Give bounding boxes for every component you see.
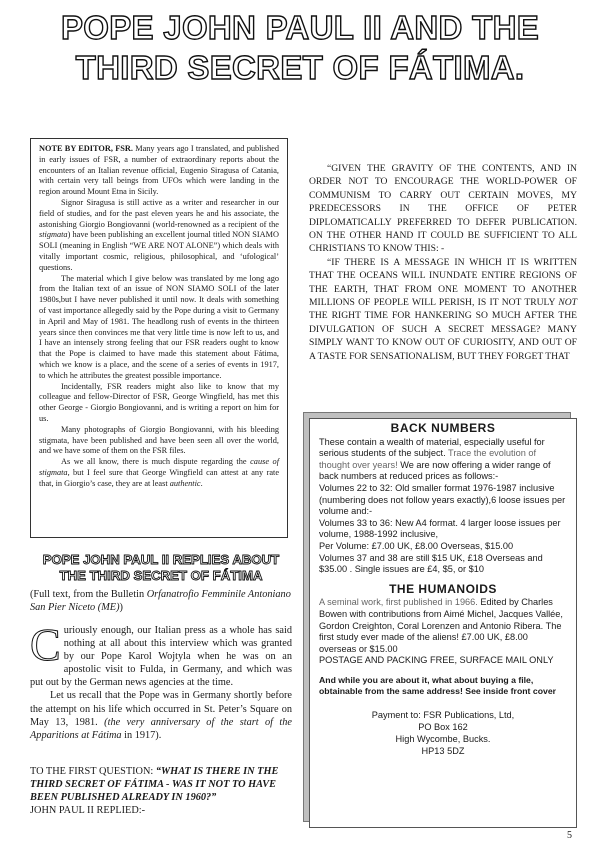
body-paragraph xyxy=(30,619,292,689)
source-italic: Orfanatrofio Femminile Antoniano San Pier Niceto (ME) xyxy=(30,589,291,613)
body-paragraph xyxy=(30,689,292,741)
source-close: ) xyxy=(119,602,123,613)
payment-address xyxy=(319,709,567,757)
back-numbers-line: Volumes 37 and 38 are still $15 UK, £18 Overseas and $35.00 . Single issues are £4, $5, or $10 xyxy=(319,552,543,575)
question-bold: “WHAT IS THERE IN THE THIRD SECRET OF FÁTIMA - WAS IT NOT TO HAVE BEEN PUBLISHED ALREADY IN 1960?” xyxy=(30,766,279,803)
back-numbers-line: Per Volume: £7.00 UK, £8.00 Overseas, $15.00 xyxy=(319,540,514,551)
editor-note-text: , but I feel sure that George Wingfield can attest at any rate that, in Giorgio’s case, they are at least xyxy=(39,467,279,488)
quote-paragraph xyxy=(309,256,577,363)
humanoids-description xyxy=(319,597,567,655)
editor-note-text: Many years ago I translated, and published in early issues of FSR, a number of extraordinary reports about the encounters of an Italian revenue official, Eugenio Siragusa of Catania, with certain very tall beings from UFOs which were landing in the region around Mount Etna in Sicily. xyxy=(39,144,279,197)
editor-note-paragraph: The material which I give below was translated by me long ago from the Italian text of an issue of NON SIAMO SOLI of the later 1980s,but I have never published it until now. It deals with something of vast importance allegedly said by the Pope during a visit to Germany in April and May of 1981. The headlong rush of events in the thirteen years since then convinces me that very little time is now left to us, and I have an intensely strong feeling that our FSR readers ought to know that the Pope is claimed to have made this statement about Fátima, which we know is a place, and the scene of a series of events in 1917, to which he attributes the greatest possible importance. xyxy=(39,273,279,380)
address-line: Payment to: FSR Publications, Ltd, xyxy=(371,709,515,720)
back-numbers-box xyxy=(309,418,577,828)
editor-note-lead: NOTE BY EDITOR, FSR. xyxy=(39,144,133,153)
subheading-line-1: POPE JOHN PAUL II REPLIES ABOUT xyxy=(42,552,280,567)
intro-text: These contain a wealth of material, especially useful for serious students of the subject. xyxy=(319,436,545,459)
intro-text: We are now offering a wider range of back numbers at reduced prices as follows:- xyxy=(319,459,551,482)
humanoids-muted: A seminal work, first published in 1966. xyxy=(319,597,478,608)
editor-note-italic: cause of stigmata xyxy=(39,457,280,477)
body-text: in 1917). xyxy=(121,729,162,741)
editor-note-italic: authentic xyxy=(169,478,201,488)
editor-note-paragraph xyxy=(39,457,279,489)
page-number: 5 xyxy=(567,830,572,841)
quote-text: THE RIGHT TIME FOR HANKERING SO MUCH AFTER THE DIVULGATION OF SUCH A SECRET MESSAGE? MANY SIMPLY WANT TO KNOW OUT OF CURIOSITY, AND OUT OF A TASTE FOR SENSATIONALISM, BUT THEY FORGET THAT xyxy=(309,310,577,362)
address-line: HP13 5DZ xyxy=(421,745,465,756)
editor-note-italic: stigmata xyxy=(39,230,68,240)
address-line: PO Box 162 xyxy=(418,721,468,732)
file-offer: And while you are about it, what about buying a file, obtainable from the same address! See inside front cover xyxy=(319,674,557,696)
back-numbers-line: Volumes 22 to 32: Old smaller format 1976-1987 inclusive (numbering does not follow years exactly),6 loose issues per volume and:- xyxy=(319,482,566,517)
humanoids-text: Edited by Charles Bowen with contributions from Aimé Michel, Jacques Vallée, Gordon Creighton, Coral Lorenzen and Antonio Ribera. The first study ever made of the aliens! £7.00 UK, £8.00 overseas or $15.00 xyxy=(319,597,563,654)
back-numbers-intro xyxy=(319,437,567,483)
title-line-1: POPE JOHN PAUL II AND THE xyxy=(60,9,540,46)
postage-note: POSTAGE AND PACKING FREE, SURFACE MAIL ONLY xyxy=(319,655,554,666)
back-numbers-line: Volumes 33 to 36: New A4 format. 4 larger loose issues per volume, 1988-1992 inclusive, xyxy=(319,517,561,540)
first-question xyxy=(30,765,292,817)
subheading-line-2: THE THIRD SECRET OF FÁTIMA xyxy=(59,568,263,583)
quote-column xyxy=(309,162,577,363)
source-text: (Full text, from the Bulletin xyxy=(30,589,147,600)
editor-note-paragraph xyxy=(39,198,279,274)
body-italic: (the very anniversary of the start of the Apparitions at Fátima xyxy=(30,716,293,741)
address-line: High Wycombe, Bucks. xyxy=(395,733,491,744)
editor-note-paragraph xyxy=(39,144,279,198)
back-numbers-heading: BACK NUMBERS xyxy=(390,421,496,435)
source-line xyxy=(30,588,292,614)
editor-note-box xyxy=(30,138,288,538)
article-body xyxy=(30,619,293,742)
title-line-2: THIRD SECRET OF FÁTIMA. xyxy=(75,49,525,86)
editor-note-text: As we all know, there is much dispute regarding the xyxy=(61,457,251,467)
body-text: uriously enough, our Italian press as a whole has said nothing at all about this interview which was granted by our Pope Karol Wojtyla when he was on an apostolic visit to Fulda, in Germany, and which was put out by the German news agencies at the time. xyxy=(30,625,292,689)
quote-italic: NOT xyxy=(558,297,577,309)
section-subheading xyxy=(30,552,292,584)
editor-note-text: Signor Siragusa is still active as a writer and researcher in our field of studies, and for the past eleven years he and his associate, the astonishing Giorgio Bongiovanni (world-renowned as a recipient of the xyxy=(39,197,279,229)
body-text: Let us recall that the Pope was in Germany shortly before the attempt on his life which occurred in St. Peter’s Square on May 13, 1981. xyxy=(30,690,292,728)
page-title xyxy=(12,8,588,88)
editor-note-text: . xyxy=(200,478,203,488)
drop-cap: C xyxy=(30,619,61,670)
editor-note-paragraph: Many photographs of Giorgio Bongiovanni, with his bleeding stigmata, have been published and have been seen all over the world, and we have some of them on the FSR files. xyxy=(39,424,279,456)
editor-note-text: ) have been publishing an excellent journal titled NON SIAMO SOLI (meaning in English “WE ARE NOT ALONE”) which deals with vitally important cosmic, religious, philosophical, and ‘ufological’ questions. xyxy=(39,230,279,272)
editor-note-paragraph: Incidentally, FSR readers might also like to know that my colleague and fellow-Director of FSR, George Wingfield, has met this other George - Giorgio Bongiovanni, and is writing a report on him for us. xyxy=(39,381,279,423)
intro-muted: Trace the evolution of thought over years! xyxy=(319,448,537,470)
quote-paragraph: “GIVEN THE GRAVITY OF THE CONTENTS, AND IN ORDER NOT TO ENCOURAGE THE WORLD-POWER OF COMMUNISM TO CARRY OUT CERTAIN MOVES, MY PREDECESSORS IN THE OFFICE OF PETER DIPLOMATICALLY PREFERRED TO DEFER PUBLICATION. ON THE OTHER HAND IT COULD BE SUFFICIENT TO ALL CHRISTIANS TO KNOW THIS: - xyxy=(309,163,577,255)
back-numbers-content xyxy=(310,419,576,761)
question-reply: JOHN PAUL II REPLIED:- xyxy=(30,805,146,816)
question-text: TO THE FIRST QUESTION: xyxy=(30,766,156,777)
humanoids-heading: THE HUMANOIDS xyxy=(389,581,497,596)
quote-text: “IF THERE IS A MESSAGE IN WHICH IT IS WRITTEN THAT THE OCEANS WILL INUNDATE ENTIRE REGIONS OF THE EARTH, THAT FROM ONE MOMENT TO ANOTHER MILLIONS OF PEOPLE WILL PERISH, IS IT NOT TRULY xyxy=(309,256,577,309)
